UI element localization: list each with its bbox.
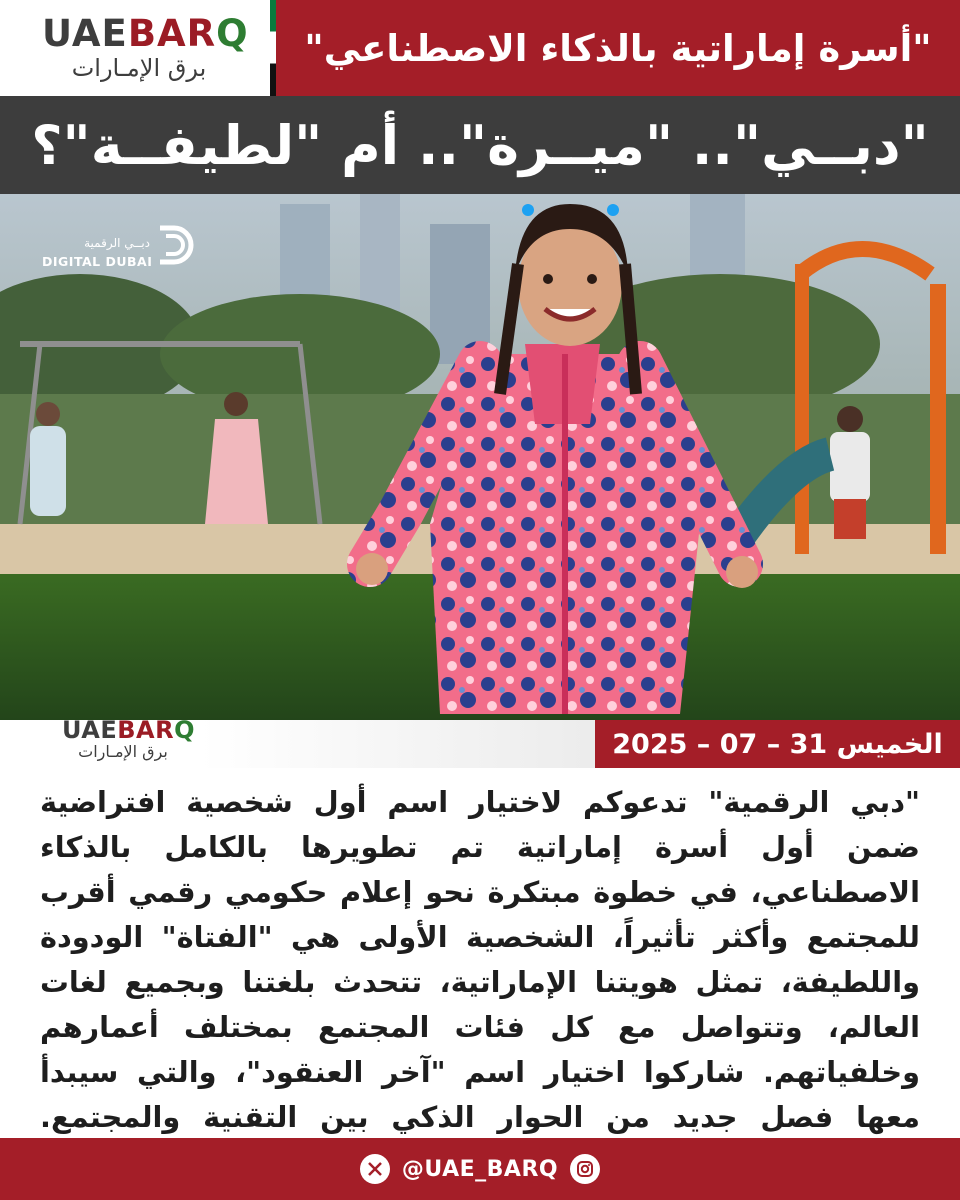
photo-illustration xyxy=(0,194,960,720)
digital-dubai-mark-icon xyxy=(152,222,198,268)
instagram-icon[interactable] xyxy=(570,1154,600,1184)
top-headline-banner xyxy=(276,0,960,96)
digital-dubai-english: DIGITAL DUBAI xyxy=(42,254,153,269)
small-logo-wordmark: UAEBARQ xyxy=(62,716,195,744)
main-headline-banner xyxy=(0,96,960,194)
top-headline: "أسرة إماراتية بالذكاء الاصطناعي" xyxy=(304,26,932,70)
small-logo-arabic: برق الإمـارات xyxy=(78,742,168,761)
date-bar-fade xyxy=(200,720,595,768)
logo-wordmark: UAEBARQ xyxy=(42,12,249,55)
date-bar xyxy=(0,716,960,768)
date-chip xyxy=(595,720,960,768)
main-headline: "دبــي".. "ميــرة".. أم "لطيفــة"؟ xyxy=(31,113,929,177)
article-paragraph: "دبي الرقمية" تدعوكم لاختيار اسم أول شخصية افتراضية ضمن أول أسرة إماراتية تم تطويرها بالكامل بالذكاء الاصطناعي، في خطوة مبتكرة نحو إعلام حكومي رقمي أقرب للمجتمع وأكثر تأثيراً، الشخصية الأولى هي "الفتاة" الودودة واللطيفة، تمثل هويتنا الإماراتية، تتحدث بلغتنا وبجميع لغات العالم، وتتواصل مع كل فئات المجتمع بمختلف أعمارهم وخلفياتهم. شاركوا اختيار اسم "آخر العنقود"، والتي سيبدأ معها فصل جديد من الحوار الذكي بين التقنية والمجتمع. xyxy=(40,785,920,1134)
brand-logo xyxy=(0,0,270,96)
footer-bar xyxy=(0,1138,960,1200)
article-body xyxy=(40,780,920,1185)
logo-arabic: برق الإمـارات xyxy=(71,54,207,82)
digital-dubai-logo xyxy=(42,216,212,272)
hero-photo xyxy=(0,194,960,720)
x-icon[interactable] xyxy=(360,1154,390,1184)
post-date: الخميس 31 – 07 – 2025 xyxy=(612,728,943,760)
social-handle[interactable]: @UAE_BARQ xyxy=(401,1156,559,1182)
digital-dubai-arabic: دبــي الرقمية xyxy=(84,236,150,250)
